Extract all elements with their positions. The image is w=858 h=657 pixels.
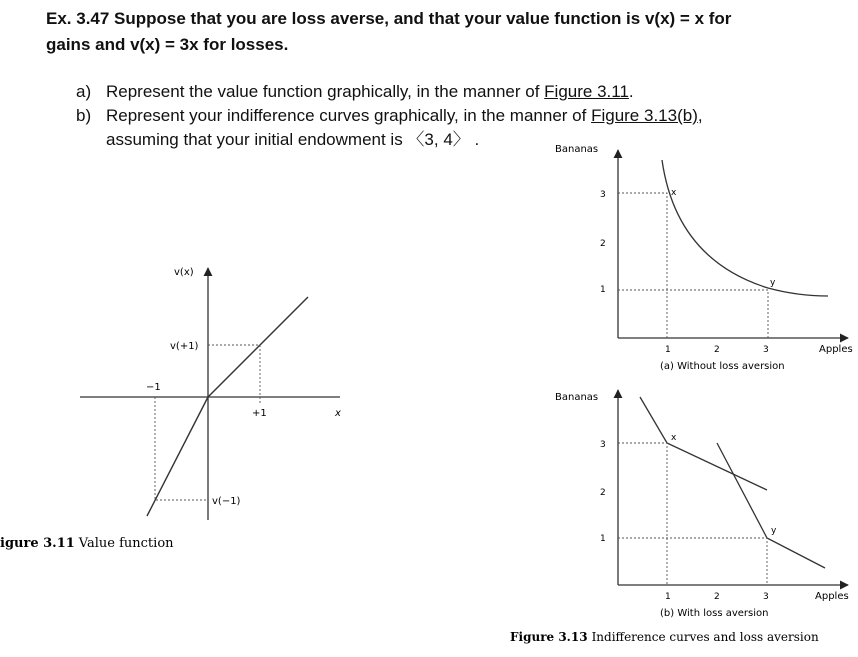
fig313a-ytick-3: 3 — [600, 190, 606, 200]
fig311-caption-prefix: igure 3.11 — [0, 536, 75, 551]
fig311-loss-line — [147, 397, 208, 516]
fig313b-xtick-3: 3 — [763, 592, 769, 602]
fig313b-xtick-1: 1 — [665, 592, 671, 602]
fig313a-ytick-1: 1 — [600, 285, 606, 295]
fig311-yaxis-label: v(x) — [174, 267, 194, 278]
fig313a-bananas-label: Bananas — [555, 144, 599, 155]
fig313-caption-prefix: Figure 3.13 — [510, 630, 588, 644]
fig313a-xtick-2: 2 — [714, 345, 720, 355]
part-a-label: a) — [76, 82, 92, 101]
fig311-vminus-label: v(−1) — [212, 496, 241, 507]
figure-3-11 — [0, 267, 341, 551]
part-b-text: Represent your indifference curves graphically, in the manner of — [106, 106, 592, 125]
fig313b-x-guide — [618, 443, 667, 585]
figure-3-13b-link[interactable]: Figure 3.13(b) — [591, 106, 698, 125]
fig313a-apples-label: Apples — [819, 344, 853, 355]
fig313a-point-x: x — [671, 188, 677, 198]
fig311-caption-text: Value function — [78, 536, 174, 551]
part-b-label: b) — [76, 106, 92, 125]
fig311-vplus-label: v(+1) — [170, 341, 199, 352]
fig313b-xtick-2: 2 — [714, 592, 720, 602]
fig313a-y-guide — [618, 290, 768, 338]
part-b-end: , — [697, 106, 703, 125]
fig313a-ytick-2: 2 — [600, 239, 606, 249]
fig311-gain-line — [208, 297, 308, 397]
fig313b-kinked-curve-y — [717, 443, 825, 568]
fig311-plus-guide — [208, 345, 260, 405]
exercise-title-line2: gains and v(x) = 3x for losses. — [46, 35, 289, 54]
fig313b-bananas-label: Bananas — [555, 392, 599, 403]
fig313b-subtitle: (b) With loss aversion — [660, 608, 769, 619]
fig313-caption-text: Indifference curves and loss aversion — [591, 630, 819, 644]
fig311-xaxis-label: x — [335, 408, 341, 419]
fig313b-y-guide — [618, 538, 767, 585]
fig313b-point-y: y — [771, 526, 777, 536]
figure-3-13a — [555, 144, 853, 372]
fig313a-xtick-3: 3 — [763, 345, 769, 355]
fig313a-xtick-1: 1 — [665, 345, 671, 355]
fig313b-ytick-3: 3 — [600, 440, 606, 450]
fig313b-ytick-1: 1 — [600, 534, 606, 544]
fig311-caption — [0, 536, 174, 551]
part-a-text: Represent the value function graphically, in the manner of — [106, 82, 545, 101]
fig313a-indifference-curve — [662, 160, 828, 296]
fig311-xplus-label: +1 — [252, 408, 267, 419]
fig313b-point-x: x — [671, 433, 677, 443]
fig313b-ytick-2: 2 — [600, 488, 606, 498]
part-b-line2: assuming that your initial endowment is 〈3, 4〉 . — [106, 130, 480, 149]
figure-3-11-link[interactable]: Figure 3.11 — [544, 82, 629, 101]
figure-3-13b — [555, 390, 849, 619]
fig313-caption — [510, 630, 819, 644]
exercise-title-line1: Ex. 3.47 Suppose that you are loss averse, and that your value function is v(x) = x for — [46, 9, 732, 28]
fig313a-x-guide — [618, 193, 667, 338]
fig313b-apples-label: Apples — [815, 591, 849, 602]
fig313a-point-y: y — [770, 278, 776, 288]
part-a-end: . — [628, 82, 634, 101]
fig313a-subtitle: (a) Without loss aversion — [660, 361, 785, 372]
fig313b-kinked-curve-x — [640, 397, 767, 490]
fig311-xminus-label: −1 — [146, 382, 161, 393]
